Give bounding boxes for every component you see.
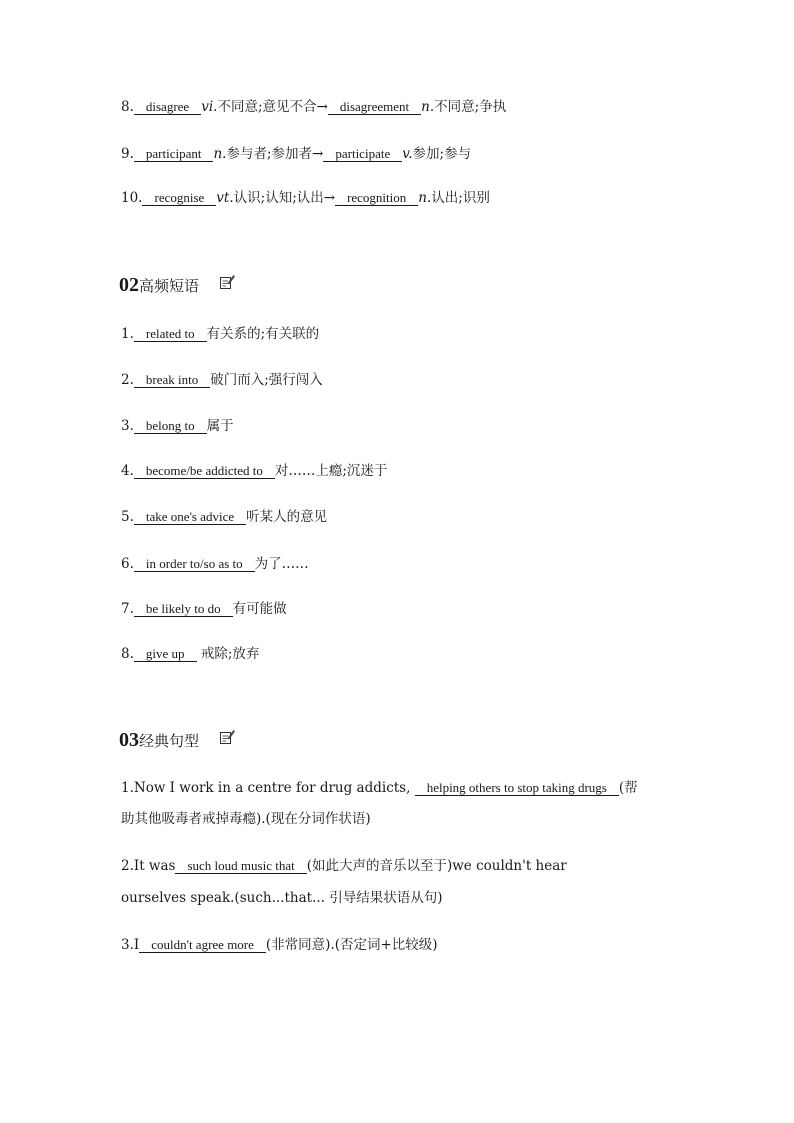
phrase-item <box>121 508 327 526</box>
note-pencil-icon <box>219 274 235 296</box>
item-number: 3. <box>121 418 134 434</box>
item-number: 6. <box>121 556 134 572</box>
meaning: 戒除;放弃 <box>196 646 260 662</box>
meaning: 属于 <box>206 418 234 434</box>
answer-blank: disagreement <box>328 99 421 115</box>
phrase-item <box>121 645 259 663</box>
item-number: 8. <box>121 646 134 662</box>
vocab-line-9 <box>121 145 471 163</box>
note-pencil-icon <box>219 729 235 751</box>
answer-blank: become/be addicted to <box>134 463 275 479</box>
answer-blank: break into <box>134 372 210 388</box>
section-heading-sentences <box>119 729 235 753</box>
meaning: 听某人的意见 <box>246 509 328 525</box>
sentence-suffix: (非常同意).(否定词+比较级) <box>265 937 438 953</box>
answer-blank: participant <box>134 146 214 162</box>
part-of-speech: vt. <box>216 190 234 206</box>
meaning: 破门而入;强行闯入 <box>210 372 323 388</box>
sentence-prefix: 1.Now I work in a centre for drug addicts, <box>121 780 415 796</box>
answer-blank: related to <box>134 326 207 342</box>
sentence-item <box>121 857 567 875</box>
answer-blank: take one's advice <box>134 509 246 525</box>
phrase-item <box>121 555 309 573</box>
item-number: 5. <box>121 509 134 525</box>
sentence-suffix: (帮 <box>618 780 638 796</box>
answer-blank: helping others to stop taking drugs <box>415 780 619 796</box>
item-number: 9. <box>121 146 134 162</box>
part-of-speech: n. <box>418 190 432 206</box>
answer-blank: couldn't agree more <box>139 937 266 953</box>
sentence-suffix: (如此大声的音乐以至于)we couldn't hear <box>306 858 567 874</box>
answer-blank: give up <box>134 646 197 662</box>
meaning: 参与者;参加者→ <box>226 146 324 162</box>
meaning: 参加;参与 <box>412 146 472 162</box>
vocab-line-10 <box>121 189 490 207</box>
sentence-continuation: 助其他吸毒者戒掉毒瘾).(现在分词作状语) <box>121 811 371 827</box>
sentence-prefix: 3.I <box>121 937 140 953</box>
answer-blank: in order to/so as to <box>134 556 255 572</box>
phrase-item <box>121 325 319 343</box>
part-of-speech: n. <box>421 99 435 115</box>
phrase-item <box>121 417 234 435</box>
meaning: 不同意;意见不合→ <box>217 99 328 115</box>
phrase-item <box>121 600 287 618</box>
sentence-item <box>121 936 438 954</box>
item-number: 7. <box>121 601 134 617</box>
answer-blank: disagree <box>134 99 201 115</box>
item-number: 4. <box>121 463 134 479</box>
meaning: 认出;识别 <box>431 190 490 206</box>
meaning: 认识;认知;认出→ <box>233 190 336 206</box>
section-number: 02 <box>119 274 139 296</box>
meaning: 有可能做 <box>232 601 287 617</box>
answer-blank: such loud music that <box>175 858 306 874</box>
sentence-item <box>121 779 638 797</box>
meaning: 对……上瘾;沉迷于 <box>274 463 388 479</box>
answer-blank: belong to <box>134 418 207 434</box>
item-number: 10. <box>121 190 143 206</box>
item-number: 8. <box>121 99 134 115</box>
phrase-item <box>121 462 387 480</box>
item-number: 1. <box>121 326 134 342</box>
vocab-line-8 <box>121 98 506 116</box>
answer-blank: recognise <box>142 190 216 206</box>
part-of-speech: n. <box>213 146 227 162</box>
phrase-item <box>121 371 323 389</box>
part-of-speech: v. <box>402 146 413 162</box>
item-number: 2. <box>121 372 134 388</box>
answer-blank: be likely to do <box>134 601 233 617</box>
meaning: 有关系的;有关联的 <box>206 326 320 342</box>
section-heading-phrases <box>119 274 235 298</box>
section-number: 03 <box>119 729 139 751</box>
meaning: 为了…… <box>254 556 309 572</box>
answer-blank: participate <box>323 146 402 162</box>
sentence-continuation: ourselves speak.(such...that... 引导结果状语从句) <box>121 890 443 906</box>
answer-blank: recognition <box>335 190 418 206</box>
section-title: 经典句型 <box>139 734 200 750</box>
part-of-speech: vi. <box>201 99 218 115</box>
section-title: 高频短语 <box>139 279 200 295</box>
meaning: 不同意;争执 <box>434 99 507 115</box>
sentence-prefix: 2.It was <box>121 858 176 874</box>
